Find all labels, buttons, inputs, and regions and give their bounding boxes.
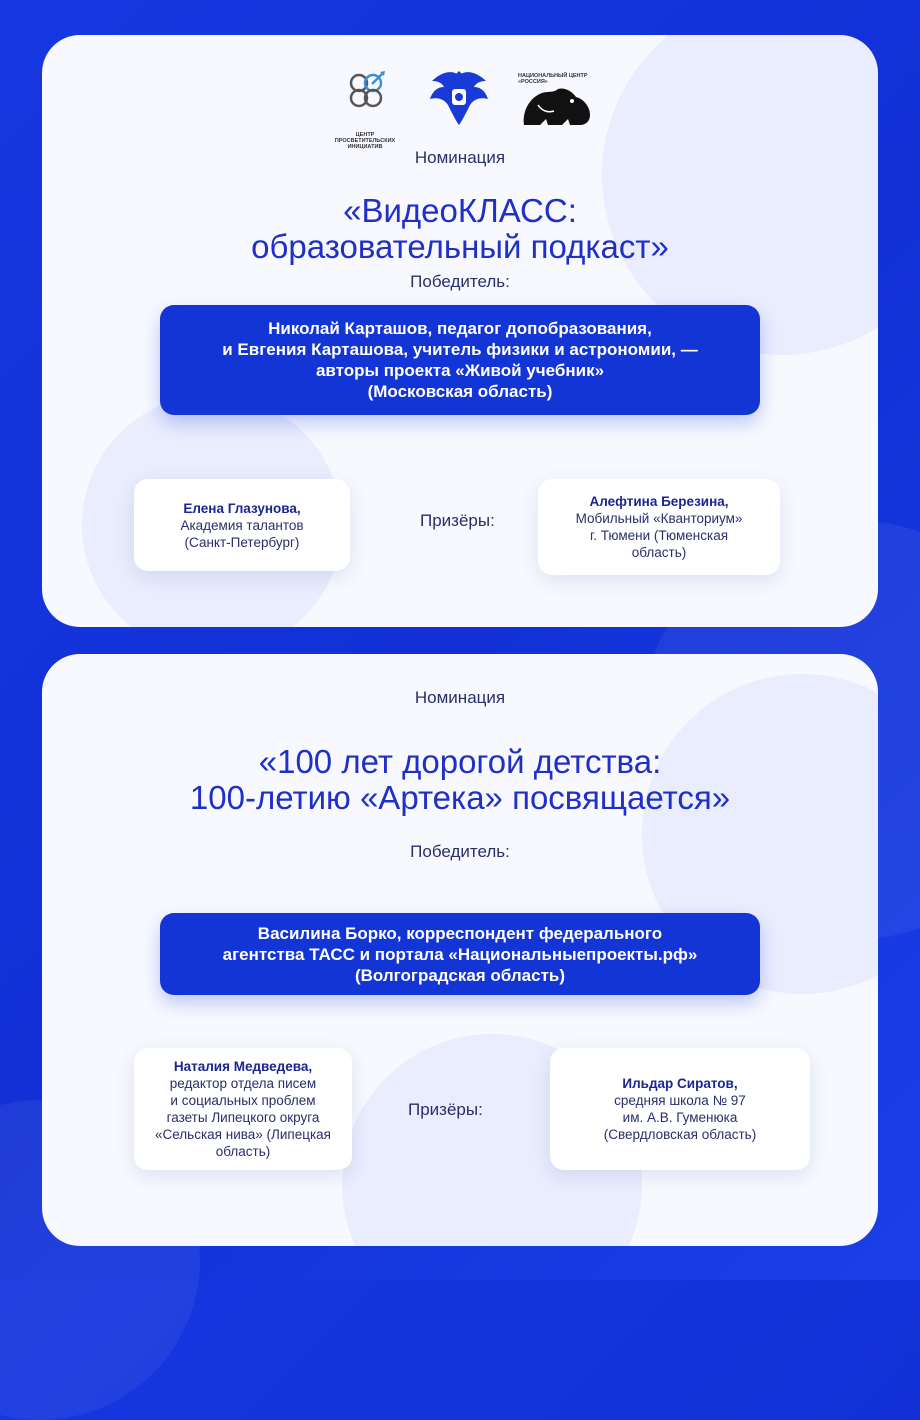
winner-label: Победитель:: [410, 272, 510, 291]
nomination-title-line1: «100 лет дорогой детства:: [258, 743, 662, 780]
nomination-title-line2: 100-летию «Артека» посвящается»: [189, 779, 731, 816]
eagle-emblem-icon: [426, 67, 492, 129]
prizer-description: Мобильный «Кванториум» г. Тюмени (Тюменская область): [575, 511, 743, 560]
winner-box: [160, 913, 760, 995]
prizer-name: Наталия Медведева,: [173, 1059, 313, 1074]
center-initiatives-caption: ЦЕНТР ПРОСВЕТИТЕЛЬСКИХ ИНИЦИАТИВ: [334, 132, 396, 150]
prizer-description: средняя школа № 97 им. А.В. Гуменюка (Свердловская область): [603, 1093, 757, 1142]
winner-box: [160, 305, 760, 415]
prizer-description: редактор отдела писем и социальных проблем газеты Липецкого округа «Сельская нива» (Липецкая область): [154, 1076, 331, 1159]
prizer-name: Алефтина Березина,: [589, 494, 729, 509]
nomination-title-line2: образовательный подкаст»: [251, 228, 669, 265]
prizer-card: [134, 1048, 352, 1170]
nomination-title-line1: «ВидеоКЛАСС:: [343, 192, 577, 229]
nomination-label: Номинация: [414, 148, 506, 167]
nomination-card-1: [42, 35, 878, 627]
center-initiatives-logo: [330, 69, 400, 150]
winner-label: Победитель:: [410, 842, 510, 861]
nomination-title: [42, 193, 878, 265]
winner-text: Василина Борко, корреспондент федерального агентства ТАСС и портала «Национальныепроекты.рф» (Волгоградская область): [222, 923, 698, 985]
winner-text: Николай Карташов, педагог допобразования, и Евгения Карташова, учитель физики и астрономии, — авторы проекта «Живой учебник» (Московская область): [222, 319, 698, 401]
prizer-description: Академия талантов (Санкт-Петербург): [180, 517, 304, 550]
ministry-emblem-logo: [426, 67, 492, 134]
prizers-label: Призёры:: [408, 1100, 483, 1119]
nomination-card-2: [42, 654, 878, 1246]
prizer-name: Ильдар Сиратов,: [622, 1076, 738, 1091]
center-initiatives-icon: [330, 69, 400, 127]
bear-emblem-icon: [518, 85, 594, 129]
prizers-label: Призёры:: [420, 511, 495, 530]
prizer-name: Елена Глазунова,: [183, 500, 301, 516]
prizer-card: [550, 1048, 810, 1170]
national-center-caption: НАЦИОНАЛЬНЫЙ ЦЕНТР «РОССИЯ»: [518, 73, 588, 85]
prizer-card: [134, 479, 350, 571]
nomination-label: Номинация: [414, 688, 506, 707]
national-center-russia-logo: [518, 73, 598, 134]
nomination-title: [42, 744, 878, 816]
prizer-card: [538, 479, 780, 575]
